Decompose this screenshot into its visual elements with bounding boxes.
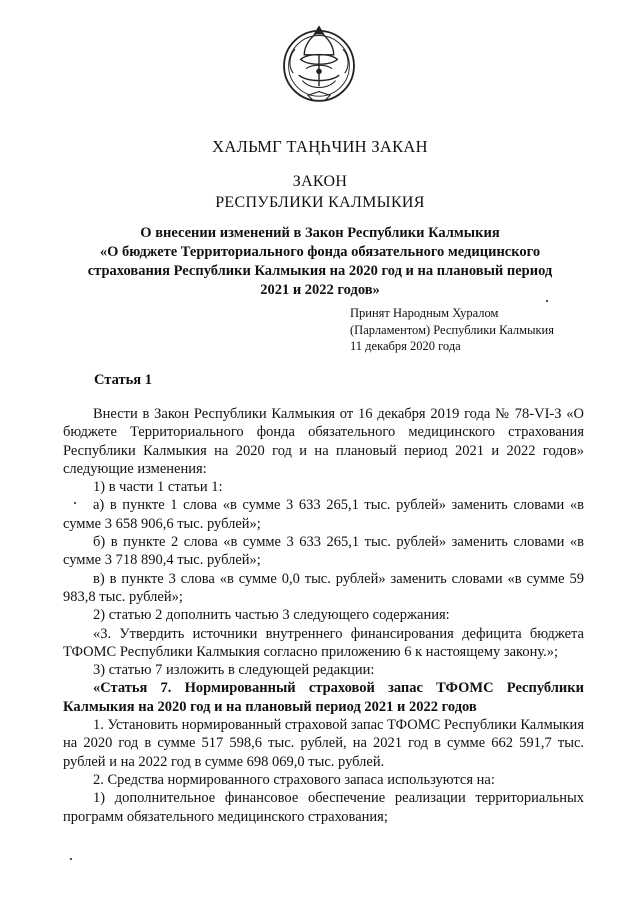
coat-of-arms-emblem xyxy=(273,18,365,110)
law-title-line: страхования Республики Калмыкия на 2020 год и на плановый период xyxy=(87,263,553,279)
law-title-line: 2021 и 2022 годов» xyxy=(260,282,380,298)
scan-speck xyxy=(74,502,76,504)
article-heading: Статья 1 xyxy=(94,372,152,388)
adoption-line: 11 декабря 2020 года xyxy=(350,339,461,353)
adoption-note xyxy=(350,305,590,355)
body-paragraph: а) в пункте 1 слова «в сумме 3 633 265,1 тыс. рублей» заменить словами «в сумме 3 658 906,6 тыс. рублей»; xyxy=(63,497,584,532)
law-title-line: О внесении изменений в Закон Республики Калмыкия xyxy=(140,225,500,241)
emblem-drawing xyxy=(273,18,365,110)
body-paragraph: «Статья 7. Нормированный страховой запас ТФОМС Республики Калмыкия на 2020 год и на плановый период 2021 и 2022 годов xyxy=(63,680,584,715)
law-title-line: «О бюджете Территориального фонда обязательного медицинского xyxy=(99,244,541,260)
kalmyk-title: ХАЛЬМГ ТАҢҺЧИН ЗАКАН xyxy=(212,137,428,156)
law-body xyxy=(63,405,584,826)
body-paragraph: 2. Средства нормированного страхового запаса используются на: xyxy=(93,771,495,788)
scan-speck xyxy=(546,300,548,302)
law-heading: ЗАКОН xyxy=(292,173,348,190)
body-paragraph: б) в пункте 2 слова «в сумме 3 633 265,1 тыс. рублей» заменить словами «в сумме 3 718 890,4 тыс. рублей»; xyxy=(63,534,584,569)
body-paragraph: Внести в Закон Республики Калмыкия от 16 декабря 2019 года № 78-VI-З «О бюджете Территориального фонда обязательного медицинского страхования Республики Калмыкия на 2020 год и на плановый период 2021 и 2022 годов» следующие изменения: xyxy=(63,406,584,477)
adoption-line: Принят Народным Хуралом xyxy=(350,306,499,320)
body-paragraph: «3. Утвердить источники внутреннего финансирования дефицита бюджета ТФОМС Республики Калмыкия согласно приложению 6 к настоящему закону.»; xyxy=(63,625,584,660)
body-paragraph: 1) в части 1 статьи 1: xyxy=(93,479,223,496)
body-paragraph: 2) статью 2 дополнить частью 3 следующего содержания: xyxy=(93,607,450,624)
law-title xyxy=(60,224,580,300)
body-paragraph: в) в пункте 3 слова «в сумме 0,0 тыс. рублей» заменить словами «в сумме 59 983,8 тыс. рублей»; xyxy=(63,570,584,605)
scan-speck xyxy=(70,858,72,860)
body-paragraph: 1. Установить нормированный страховой запас ТФОМС Республики Калмыкия на 2020 год в сумме 517 598,6 тыс. рублей, на 2021 год в сумме 662 591,7 тыс. рублей и на 2022 год в сумме 698 069,0 тыс. рублей. xyxy=(63,717,584,770)
body-paragraph: 3) статью 7 изложить в следующей редакции: xyxy=(93,662,375,679)
body-paragraph: 1) дополнительное финансовое обеспечение реализации территориальных программ обязательного медицинского страхования; xyxy=(63,790,584,825)
republic-heading: РЕСПУБЛИКИ КАЛМЫКИЯ xyxy=(215,194,425,211)
adoption-line: (Парламентом) Республики Калмыкия xyxy=(350,322,554,337)
